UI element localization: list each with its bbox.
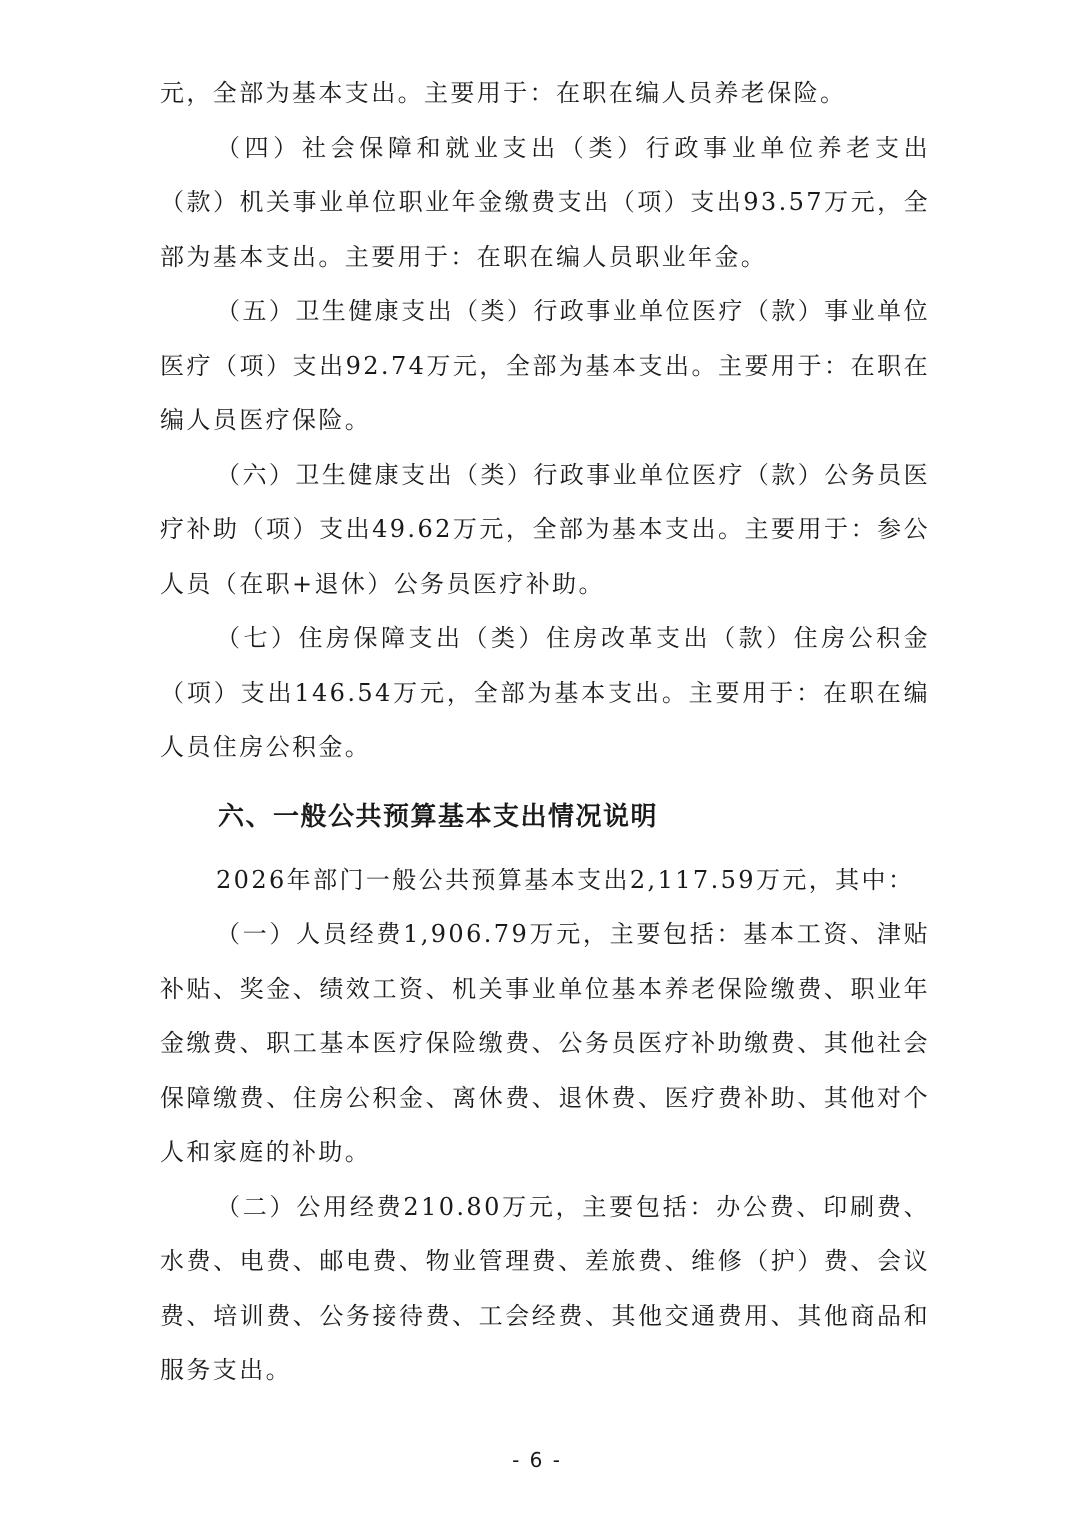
paragraph-public-expenses: （二）公用经费210.80万元，主要包括：办公费、印刷费、水费、电费、邮电费、物业管理费、差旅费、维修（护）费、会议费、培训费、公务接待费、工会经费、其他交通费用、其他商品和服务支出。 bbox=[160, 1192, 930, 1384]
section-heading: 六、一般公共预算基本支出情况说明 bbox=[218, 801, 659, 832]
paragraph-civil-servant-medical-subsidy: （六）卫生健康支出（类）行政事业单位医疗（款）公务员医疗补助（项）支出49.62万元，全部为基本支出。主要用于：参公人员（在职+退休）公务员医疗补助。 bbox=[160, 460, 930, 598]
document-body bbox=[160, 66, 930, 1398]
paragraph-basic-expenditure-summary: 2026年部门一般公共预算基本支出2,117.59万元，其中： bbox=[216, 865, 915, 894]
paragraph-pension-continued: 元，全部为基本支出。主要用于：在职在编人员养老保险。 bbox=[160, 79, 847, 107]
paragraph-personnel-expenses: （一）人员经费1,906.79万元，主要包括：基本工资、津贴补贴、奖金、绩效工资、机关事业单位基本养老保险缴费、职业年金缴费、职工基本医疗保险缴费、公务员医疗补助缴费、其他社会保障缴费、住房公积金、离休费、退休费、医疗费补助、其他对个人和家庭的补助。 bbox=[160, 920, 930, 1166]
paragraph-housing-provident-fund: （七）住房保障支出（类）住房改革支出（款）住房公积金（项）支出146.54万元，全部为基本支出。主要用于：在职在编人员住房公积金。 bbox=[160, 624, 930, 761]
paragraph-institution-medical: （五）卫生健康支出（类）行政事业单位医疗（款）事业单位医疗（项）支出92.74万元，全部为基本支出。主要用于：在职在编人员医疗保险。 bbox=[160, 297, 930, 434]
page-number: - 6 - bbox=[512, 1448, 562, 1472]
paragraph-occupational-annuity: （四）社会保障和就业支出（类）行政事业单位养老支出（款）机关事业单位职业年金缴费支出（项）支出93.57万元，全部为基本支出。主要用于：在职在编人员职业年金。 bbox=[160, 133, 930, 271]
